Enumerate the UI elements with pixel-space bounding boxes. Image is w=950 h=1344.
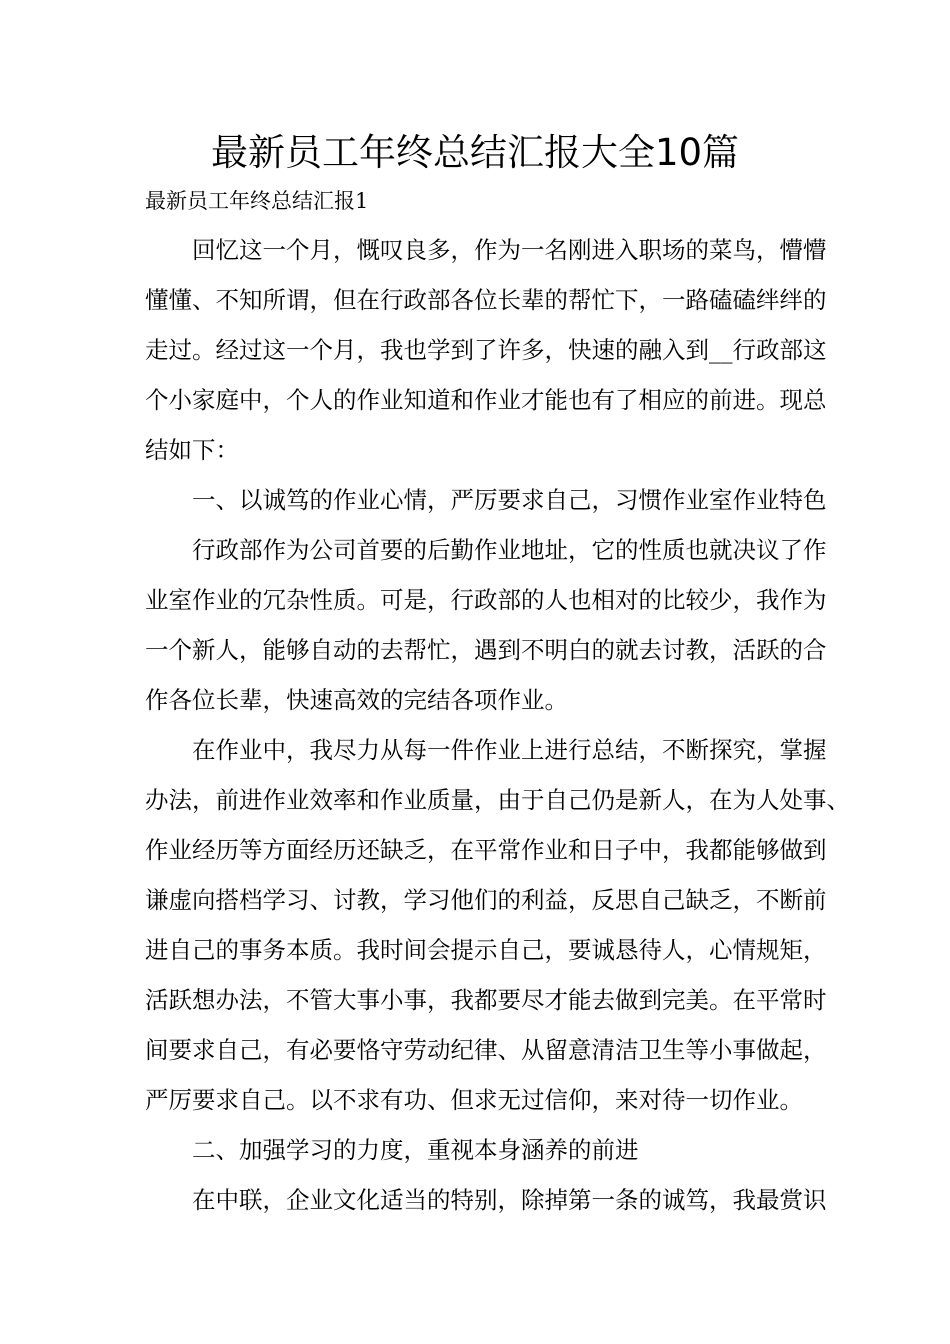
- paragraph-line: 业室作业的冗杂性质。可是，行政部的人也相对的比较少，我作为: [145, 586, 827, 614]
- paragraph-line: 在作业中，我尽力从每一件作业上进行总结，不断探究，掌握: [192, 736, 827, 764]
- paragraph-line: 作各位长辈，快速高效的完结各项作业。: [145, 686, 568, 714]
- paragraph-line: 结如下：: [145, 436, 239, 464]
- paragraph-line: 进自己的事务本质。我时间会提示自己，要诚恳待人，心情规矩，: [145, 936, 827, 964]
- paragraph-line: 走过。经过这一个月，我也学到了许多，快速的融入到__行政部这: [145, 336, 827, 364]
- paragraph-line: 行政部作为公司首要的后勤作业地址，它的性质也就决议了作: [192, 536, 827, 564]
- paragraph-line: 活跃想办法，不管大事小事，我都要尽才能去做到完美。在平常时: [145, 986, 827, 1014]
- paragraph-line: 个小家庭中，个人的作业知道和作业才能也有了相应的前进。现总: [145, 386, 827, 414]
- paragraph-line: 回忆这一个月，慨叹良多，作为一名刚进入职场的菜鸟，懵懵: [192, 236, 827, 264]
- section-heading: 二、加强学习的力度，重视本身涵养的前进: [192, 1136, 639, 1164]
- paragraph-line: 懂懂、不知所谓，但在行政部各位长辈的帮忙下，一路磕磕绊绊的: [145, 286, 827, 314]
- paragraph-line: 作业经历等方面经历还缺乏，在平常作业和日子中，我都能够做到: [145, 836, 827, 864]
- paragraph-line: 一个新人，能够自动的去帮忙，遇到不明白的就去讨教，活跃的合: [145, 636, 827, 664]
- paragraph-line: 在中联，企业文化适当的特别，除掉第一条的诚笃，我最赏识: [192, 1186, 827, 1214]
- document-title: 最新员工年终总结汇报大全10篇: [210, 131, 740, 174]
- paragraph-line: 间要求自己，有必要恪守劳动纪律、从留意清洁卫生等小事做起，: [145, 1036, 827, 1064]
- paragraph-line: 谦虚向搭档学习、讨教，学习他们的利益，反思自己缺乏，不断前: [145, 886, 827, 914]
- paragraph-line: 严厉要求自己。以不求有功、但求无过信仰，来对待一切作业。: [145, 1086, 803, 1114]
- paragraph-line: 办法，前进作业效率和作业质量，由于自己仍是新人，在为人处事、: [145, 786, 850, 814]
- section-subtitle: 最新员工年终总结汇报1: [145, 189, 369, 213]
- section-heading: 一、以诚笃的作业心情，严厉要求自己，习惯作业室作业特色: [192, 486, 827, 514]
